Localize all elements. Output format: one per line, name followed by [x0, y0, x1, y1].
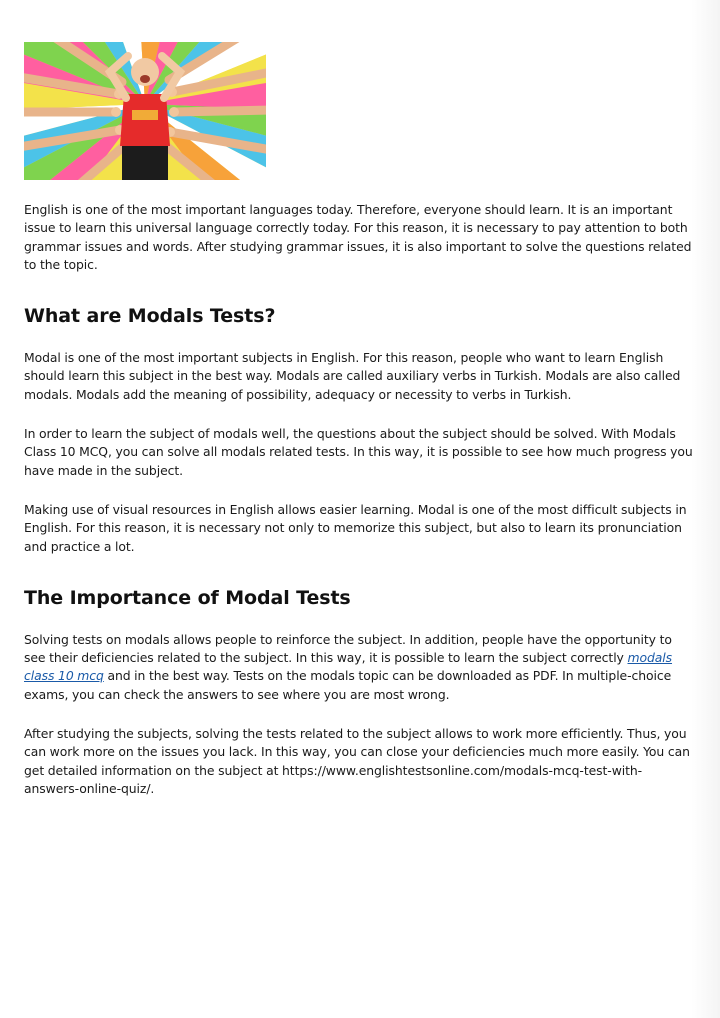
section2-paragraph-1	[24, 631, 696, 704]
section-heading-importance: The Importance of Modal Tests	[24, 586, 351, 609]
hero-image	[24, 42, 266, 180]
section2-p1-text-after: and in the best way. Tests on the modals topic can be downloaded as PDF. In multiple-choice exams, you can check the answers to see where you are most wrong.	[24, 668, 672, 702]
section1-paragraph-3: Making use of visual resources in English allows easier learning. Modal is one of the most difficult subjects in English. For this reason, it is necessary not only to memorize this subject, but also to learn its pronunciation and practice a lot.	[24, 501, 687, 554]
article-body	[24, 201, 696, 819]
hero-photo-icon	[24, 42, 266, 180]
section1-paragraph-1: Modal is one of the most important subjects in English. For this reason, people who want to learn English should learn this subject in the best way. Modals are called auxiliary verbs in Turkish. Modals are also called modals. Modals add the meaning of possibility, adequacy or necessity to verbs in Turkish.	[24, 350, 681, 402]
section2-p1-text-before: Solving tests on modals allows people to reinforce the subject. In addition, people have the opportunity to see their deficiencies related to the subject. In this way, it is possible to learn the subject correctly	[24, 631, 672, 666]
section1-paragraph-2: In order to learn the subject of modals well, the questions about the subject should be solved. With Modals Class 10 MCQ, you can solve all modals related tests. In this way, it is possible to see how much progress you have made in the subject.	[24, 426, 693, 478]
intro-paragraph: English is one of the most important languages today. Therefore, everyone should learn. It is an important issue to learn this universal language correctly today. For this reason, it is necessary to pay attention to both grammar issues and words. After studying grammar issues, it is also important to solve the questions related to the topic.	[24, 202, 692, 272]
modals-class-10-mcq-link[interactable]: modals class 10 mcq	[24, 650, 673, 684]
section2-paragraph-2: After studying the subjects, solving the tests related to the subject allows to work more efficiently. Thus, you can work more on the issues you lack. In this way, you can close your deficiencies much more easily. You can get detailed information on the subject at https://www.englishtestsonline.com/modals-mcq-test-with-answers-online-quiz/.	[24, 726, 690, 796]
section-heading-what-are-modals: What are Modals Tests?	[24, 305, 276, 328]
